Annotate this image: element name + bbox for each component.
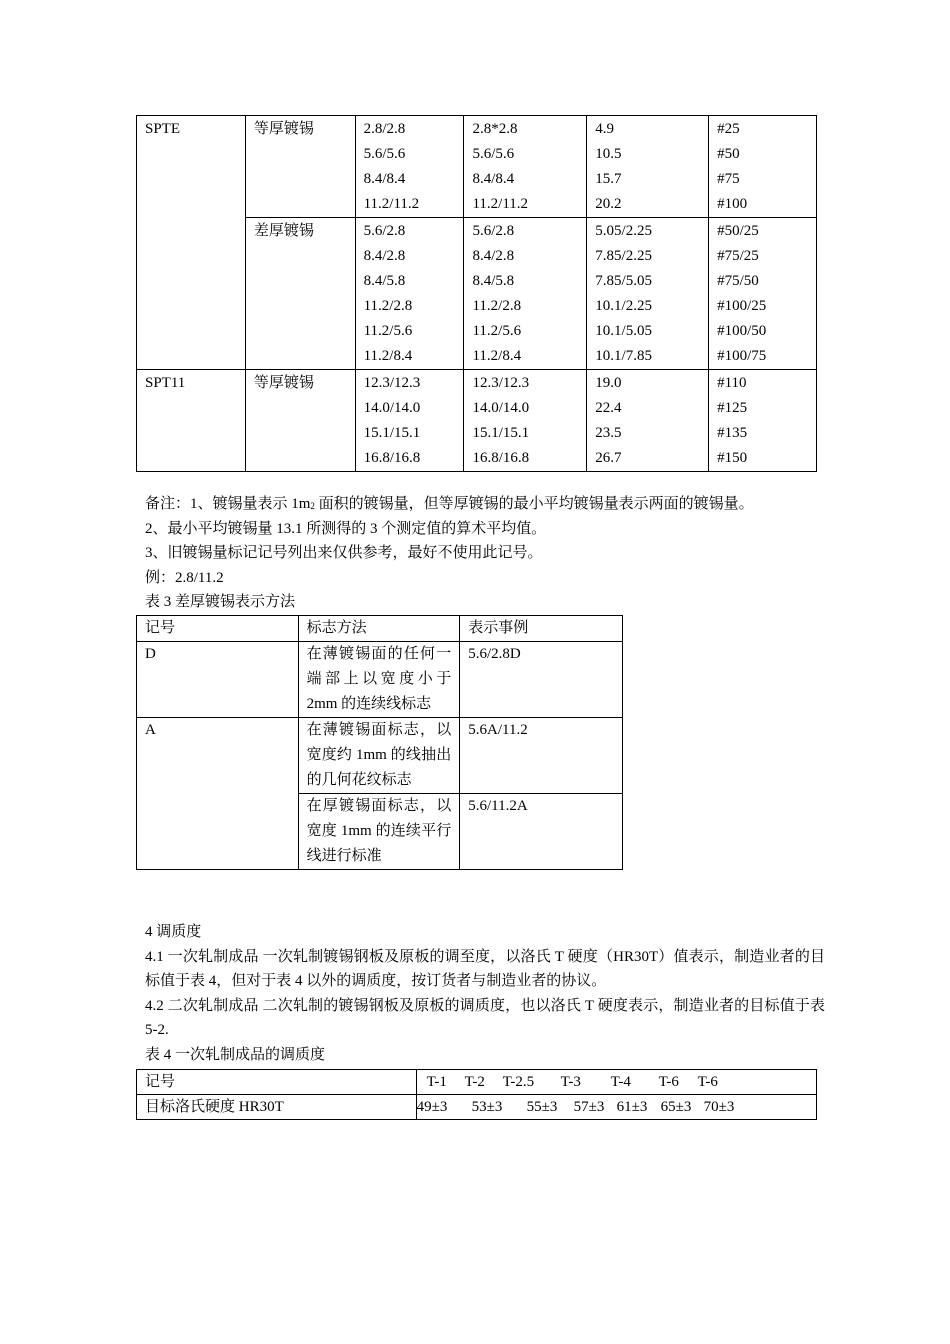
code-cell: D bbox=[137, 642, 299, 718]
list-cell: 4.9 10.5 15.7 20.2 bbox=[587, 116, 709, 218]
table4-caption: 表 4 一次轧制成品的调质度 bbox=[145, 1046, 326, 1063]
tin-coating-table bbox=[136, 115, 817, 472]
list-cell: 12.3/12.3 14.0/14.0 15.1/15.1 16.8/16.8 bbox=[355, 370, 464, 472]
row-label: 记号 bbox=[137, 1070, 417, 1095]
method-cell: 在薄镀锡面的任何一端部上以宽度小于 2mm 的连续线标志 bbox=[298, 642, 460, 718]
coating-type-cell: 等厚镀锡 bbox=[245, 370, 355, 472]
table-row bbox=[137, 718, 623, 794]
hardness-values-cell: 49±3 53±3 55±3 57±3 61±3 65±3 70±3 bbox=[416, 1095, 816, 1120]
coating-type-cell: 差厚镀锡 bbox=[245, 218, 355, 370]
example-cell: 5.6/11.2A bbox=[460, 794, 623, 870]
column-header: 表示事例 bbox=[460, 616, 623, 642]
table-row bbox=[137, 116, 817, 218]
table-row bbox=[137, 1095, 817, 1120]
column-header: 标志方法 bbox=[298, 616, 460, 642]
list-cell: #50/25 #75/25 #75/50 #100/25 #100/50 #100/75 bbox=[709, 218, 817, 370]
method-cell: 在厚镀锡面标志，以宽度 1mm 的连续平行线进行标准 bbox=[298, 794, 460, 870]
temper-codes-cell: T-1 T-2 T-2.5 T-3 T-4 T-6 T-6 bbox=[416, 1070, 816, 1095]
list-cell: 2.8/2.8 5.6/5.6 8.4/8.4 11.2/11.2 bbox=[355, 116, 464, 218]
section-title: 4 调质度 bbox=[145, 924, 202, 940]
row-label: 目标洛氏硬度 HR30T bbox=[137, 1095, 417, 1120]
list-cell: 5.05/2.25 7.85/2.25 7.85/5.05 10.1/2.25 10.1/5.05 10.1/7.85 bbox=[587, 218, 709, 370]
grade-cell: SPTE bbox=[137, 116, 246, 370]
column-header: 记号 bbox=[137, 616, 299, 642]
list-cell: 5.6/2.8 8.4/2.8 8.4/5.8 11.2/2.8 11.2/5.6 11.2/8.4 bbox=[355, 218, 464, 370]
list-cell: 19.0 22.4 23.5 26.7 bbox=[587, 370, 709, 472]
list-cell: 5.6/2.8 8.4/2.8 8.4/5.8 11.2/2.8 11.2/5.6 11.2/8.4 bbox=[464, 218, 587, 370]
paragraph-4-1: 4.1 一次轧制成品 一次轧制镀锡钢板及原板的调至度，以洛氏 T 硬度（HR30T）值表示，制造业者的目标值于表 4，但对于表 4 以外的调质度，按订货者与制造业者的协议。 bbox=[145, 948, 825, 989]
note-2: 2、最小平均镀锡量 13.1 所测得的 3 个测定值的算术平均值。 bbox=[145, 521, 547, 538]
table-row bbox=[137, 370, 817, 472]
list-cell: #110 #125 #135 #150 bbox=[709, 370, 817, 472]
code-cell: A bbox=[137, 718, 299, 870]
differential-coating-table bbox=[136, 615, 623, 870]
temper-table bbox=[136, 1069, 817, 1120]
paragraph-4-2: 4.2 二次轧制成品 二次轧制的镀锡钢板及原板的调质度，也以洛氏 T 硬度表示，制造业者的目标值于表 5-2. bbox=[145, 997, 825, 1038]
table3-caption: 表 3 差厚镀锡表示方法 bbox=[145, 593, 296, 610]
list-cell: #25 #50 #75 #100 bbox=[709, 116, 817, 218]
notes-block bbox=[145, 492, 845, 614]
table-row bbox=[137, 1070, 817, 1095]
table-header-row bbox=[137, 616, 623, 642]
grade-cell: SPT11 bbox=[137, 370, 246, 472]
example-cell: 5.6A/11.2 bbox=[460, 718, 623, 794]
list-cell: 2.8*2.8 5.6/5.6 8.4/8.4 11.2/11.2 bbox=[464, 116, 587, 218]
note-1: 备注：1、镀锡量表示 $1m^2$ 面积的镀锡量，但等厚镀锡的最小平均镀锡量表示两面的镀锡量。 bbox=[145, 496, 754, 512]
example-cell: 5.6/2.8D bbox=[460, 642, 623, 718]
method-cell: 在薄镀锡面标志，以宽度约 1mm 的线抽出的几何花纹标志 bbox=[298, 718, 460, 794]
table-row bbox=[137, 642, 623, 718]
section-4 bbox=[145, 920, 825, 1067]
coating-type-cell: 等厚镀锡 bbox=[245, 116, 355, 218]
example-line: 例：2.8/11.2 bbox=[145, 569, 224, 586]
note-3: 3、旧镀锡量标记记号列出来仅供参考，最好不使用此记号。 bbox=[145, 545, 543, 562]
list-cell: 12.3/12.3 14.0/14.0 15.1/15.1 16.8/16.8 bbox=[464, 370, 587, 472]
